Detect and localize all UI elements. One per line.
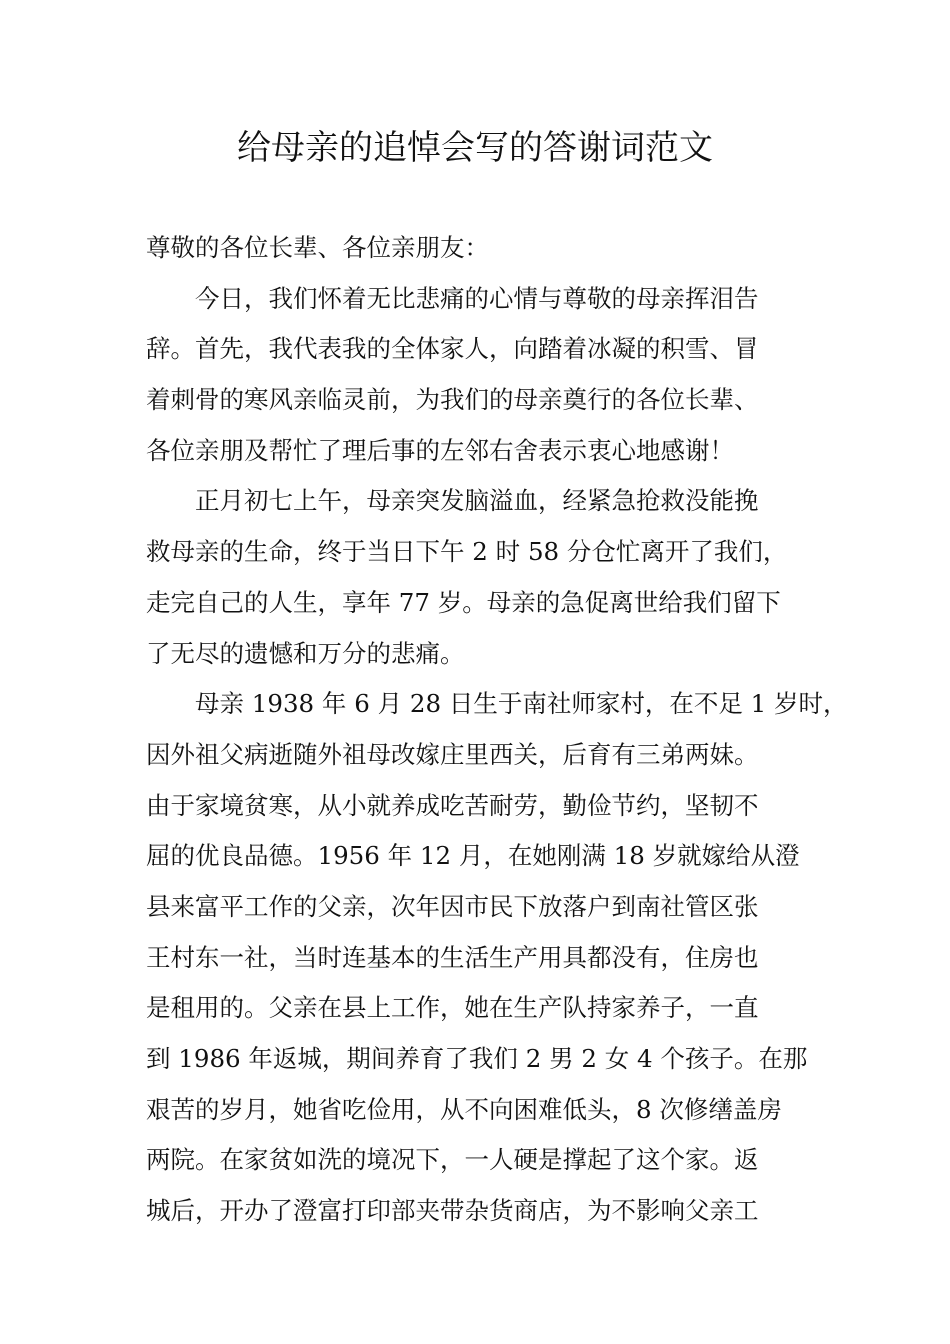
paragraph-line: 今日，我们怀着无比悲痛的心情与尊敬的母亲挥泪告 bbox=[195, 283, 759, 313]
paragraph-line: 了无尽的遗憾和万分的悲痛。 bbox=[146, 638, 465, 668]
paragraph-line: 正月初七上午，母亲突发脑溢血，经紧急抢救没能挽 bbox=[195, 486, 759, 516]
paragraph-line: 各位亲朋及帮忙了理后事的左邻右舍表示衷心地感谢！ bbox=[146, 435, 734, 465]
paragraph-line: 城后，开办了澄富打印部夹带杂货商店，为不影响父亲工 bbox=[146, 1196, 759, 1226]
document-body bbox=[146, 228, 848, 1242]
paragraph-line: 王村东一社，当时连基本的生活生产用具都没有，住房也 bbox=[146, 942, 759, 972]
paragraph-line: 走完自己的人生，享年 77 岁。母亲的急促离世给我们留下 bbox=[146, 587, 781, 617]
paragraph-line: 是租用的。父亲在县上工作，她在生产队持家养子，一直 bbox=[146, 993, 759, 1023]
paragraph-line: 县来富平工作的父亲，次年因市民下放落户到南社管区张 bbox=[146, 891, 759, 921]
document-title: 给母亲的追悼会写的答谢词范文 bbox=[237, 128, 713, 168]
paragraph-line: 辞。首先，我代表我的全体家人，向踏着冰凝的积雪、冒 bbox=[146, 334, 759, 364]
paragraph-line: 救母亲的生命，终于当日下午 2 时 58 分仓忙离开了我们， bbox=[146, 537, 788, 567]
paragraph-line: 由于家境贫寒，从小就养成吃苦耐劳，勤俭节约，坚韧不 bbox=[146, 790, 759, 820]
paragraph-1 bbox=[146, 279, 826, 482]
paragraph-line: 到 1986 年返城，期间养育了我们 2 男 2 女 4 个孩子。在那 bbox=[146, 1044, 808, 1073]
paragraph-3 bbox=[146, 684, 848, 1242]
paragraph-2 bbox=[146, 481, 826, 684]
paragraph-line: 两院。在家贫如洗的境况下，一人硬是撑起了这个家。返 bbox=[146, 1145, 759, 1175]
paragraph-line: 因外祖父病逝随外祖母改嫁庄里西关，后育有三弟两妹。 bbox=[146, 739, 759, 769]
paragraph-line: 艰苦的岁月，她省吃俭用，从不向困难低头，8 次修缮盖房 bbox=[146, 1094, 782, 1124]
greeting-line: 尊敬的各位长辈、各位亲朋友： bbox=[146, 233, 489, 262]
paragraph-line: 母亲 1938 年 6 月 28 日生于南社师家村，在不足 1 岁时， bbox=[195, 689, 848, 719]
paragraph-line: 着刺骨的寒风亲临灵前，为我们的母亲奠行的各位长辈、 bbox=[146, 385, 759, 415]
paragraph-line: 屈的优良品德。1956 年 12 月，在她刚满 18 岁就嫁给从澄 bbox=[146, 841, 800, 871]
